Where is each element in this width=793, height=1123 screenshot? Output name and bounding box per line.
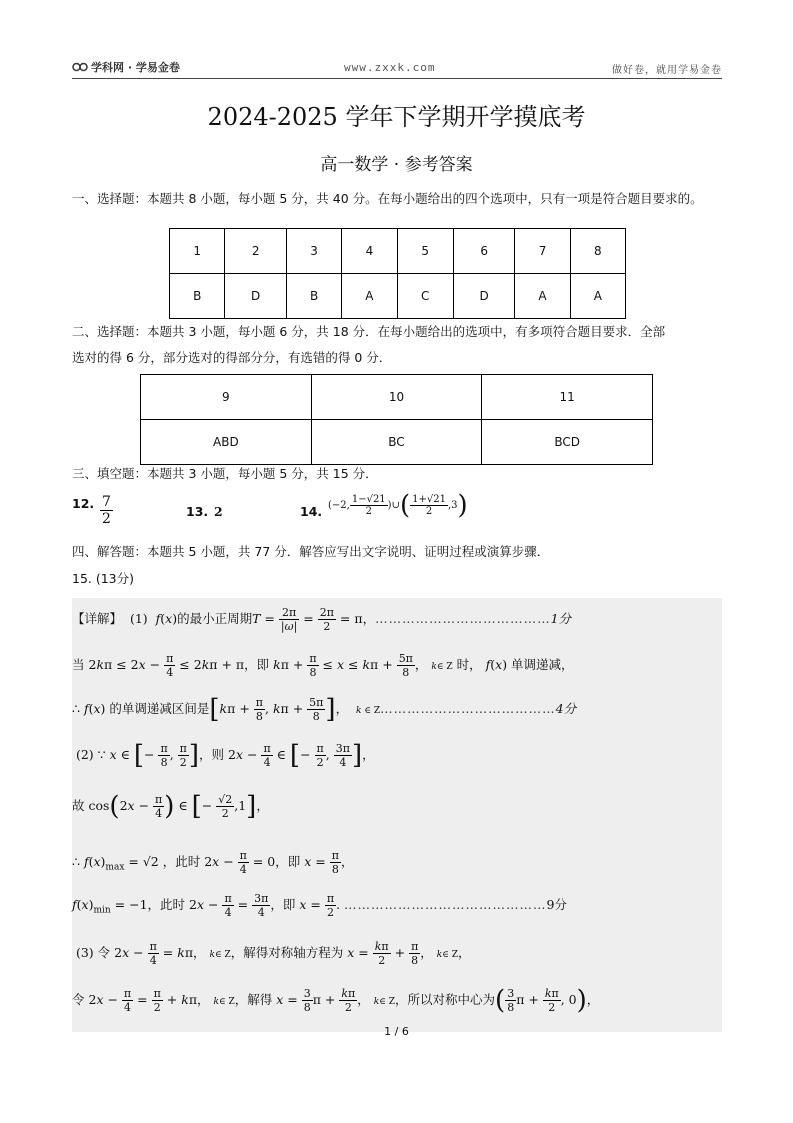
q14-answer: (−2, $\frac{1-√21}{2}$ )∪( $\frac{1+√21}{2}$ ,3): [328, 490, 468, 521]
table-cell: BCD: [482, 420, 653, 465]
logo-glasses-icon: [72, 61, 88, 73]
q12-denominator: 2: [102, 511, 111, 527]
q13-answer: 2: [214, 504, 223, 519]
section2-line2: 选对的得 6 分，部分选对的得部分分，有选错的得 0 分．: [72, 350, 392, 365]
q12-numerator: 7: [102, 494, 111, 510]
q12-answer: [100, 494, 113, 527]
section4-text: 四、解答题：本题共 5 小题，共 77 分．解答应写出文字说明、证明过程或演算步骤．: [72, 544, 550, 559]
solution-line-5: 故 cos(2x − $\frac{\pi}{4}$ ) ∈ [− $\frac{√2}{2}$ ,1]，: [72, 791, 269, 822]
table-cell: 9: [141, 375, 312, 420]
table-cell: A: [570, 274, 625, 319]
table-cell: BC: [311, 420, 482, 465]
table-cell: A: [342, 274, 397, 319]
q14-label: 14.: [300, 504, 323, 519]
solution-line-6: ∴ $f(x)_{max} = √2$ ，此时 2x − $\frac{\pi}{4}$ = 0，即 x = $\frac{\pi}{8}$ ，: [72, 849, 354, 876]
score-9: 9分: [546, 897, 567, 912]
section2-answer-table: [140, 374, 653, 465]
table-cell: 3: [286, 229, 341, 274]
table-cell: 11: [482, 375, 653, 420]
page-header: [72, 58, 722, 79]
table-cell: D: [453, 274, 514, 319]
table-cell: 4: [342, 229, 397, 274]
page-number: 1 / 6: [384, 1025, 409, 1038]
table-cell: 6: [453, 229, 514, 274]
solution-line-2: 当 2kπ ≤ 2x − $\frac{\pi}{4}$ ≤ 2kπ + π，即 kπ + $\frac{\pi}{8}$ ≤ x ≤ kπ + $\frac{5\pi}{8}$ ， k∈ Z 时， f(x) 单调递减，: [72, 652, 574, 679]
table-cell: 1: [170, 229, 225, 274]
table-cell: 5: [397, 229, 453, 274]
table-cell: 2: [225, 229, 286, 274]
table-row: [141, 420, 653, 465]
table-cell: B: [286, 274, 341, 319]
table-row: [170, 229, 626, 274]
solution-line-8: (3) 令 2x − $\frac{\pi}{4}$ = kπ， k∈ Z，解得对称轴方程为 x = $\frac{k\pi}{2}$ + $\frac{\pi}{8}$ ， k∈ Z，: [72, 940, 471, 967]
q13-label: 13.: [186, 504, 209, 519]
table-cell: A: [515, 274, 570, 319]
table-cell: 10: [311, 375, 482, 420]
section3-text: 三、填空题：本题共 3 小题，每小题 5 分，共 15 分．: [72, 466, 378, 481]
section1-answer-table: [169, 228, 626, 319]
header-slogan: 做好卷，就用学易金卷: [612, 65, 722, 76]
table-row: [170, 274, 626, 319]
solution-line-7: $f(x)_{min} = -1$，此时 2x − $\frac{\pi}{4}$ = $\frac{3\pi}{4}$ ，即 x = $\frac{\pi}{2}$ . ………………………………………9分: [72, 892, 567, 919]
score-1: 1分: [550, 611, 572, 626]
solution-tag: 【详解】: [72, 611, 123, 626]
table-cell: ABD: [141, 420, 312, 465]
q15-label: 15. (13分): [72, 571, 135, 586]
solution-line-1: 【详解】 (1) f(x)的最小正周期T = $\frac{2\pi}{|\omega|}$ = $\frac{2\pi}{2}$ = π，…………………………………1分: [72, 606, 572, 633]
q12-label: 12.: [72, 496, 95, 511]
page-subtitle: 高一数学 · 参考答案: [320, 155, 473, 175]
section2-text: [72, 319, 724, 371]
table-cell: 8: [570, 229, 625, 274]
table-cell: D: [225, 274, 286, 319]
header-logo: [72, 59, 180, 75]
section1-text: 一、选择题：本题共 8 小题，每小题 5 分，共 40 分。在每小题给出的四个选项中，只有一项是符合题目要求的。: [72, 191, 703, 206]
table-cell: 7: [515, 229, 570, 274]
header-url: www.zxxk.com: [344, 61, 436, 74]
section2-line1: 二、选择题：本题共 3 小题，每小题 6 分，共 18 分．在每小题给出的选项中，有多项符合题目要求．全部: [72, 324, 666, 339]
logo-text: 学科网 · 学易金卷: [91, 61, 180, 74]
page-title: 2024-2025 学年下学期开学摸底考: [207, 103, 586, 131]
table-cell: C: [397, 274, 453, 319]
score-4: 4分: [555, 701, 577, 716]
solution-line-3: ∴ f(x) 的单调递减区间是[kπ + $\frac{\pi}{8}$ , kπ + $\frac{5\pi}{8}$ ]， k ∈ Z…………………………………4分: [72, 694, 577, 725]
table-cell: B: [170, 274, 225, 319]
solution-line-9: 令 2x − $\frac{\pi}{4}$ = $\frac{\pi}{2}$ + kπ， k∈ Z，解得 x = $\frac{3}{8}$ π + $\frac{k\pi}{2}$ ， k∈ Z，所以对称中心为( $\frac{3}{8}$ π + $\frac{k\pi}{2}$ , 0)，: [72, 985, 600, 1016]
solution-line-4: (2) ∵ x ∈ [− $\frac{\pi}{8}$ , $\frac{\pi}{2}$ ]，则 2x − $\frac{\pi}{4}$ ∈ [− $\frac{\pi}{2}$ , $\frac{3\pi}{4}$ ]，: [72, 740, 375, 771]
table-row: [141, 375, 653, 420]
